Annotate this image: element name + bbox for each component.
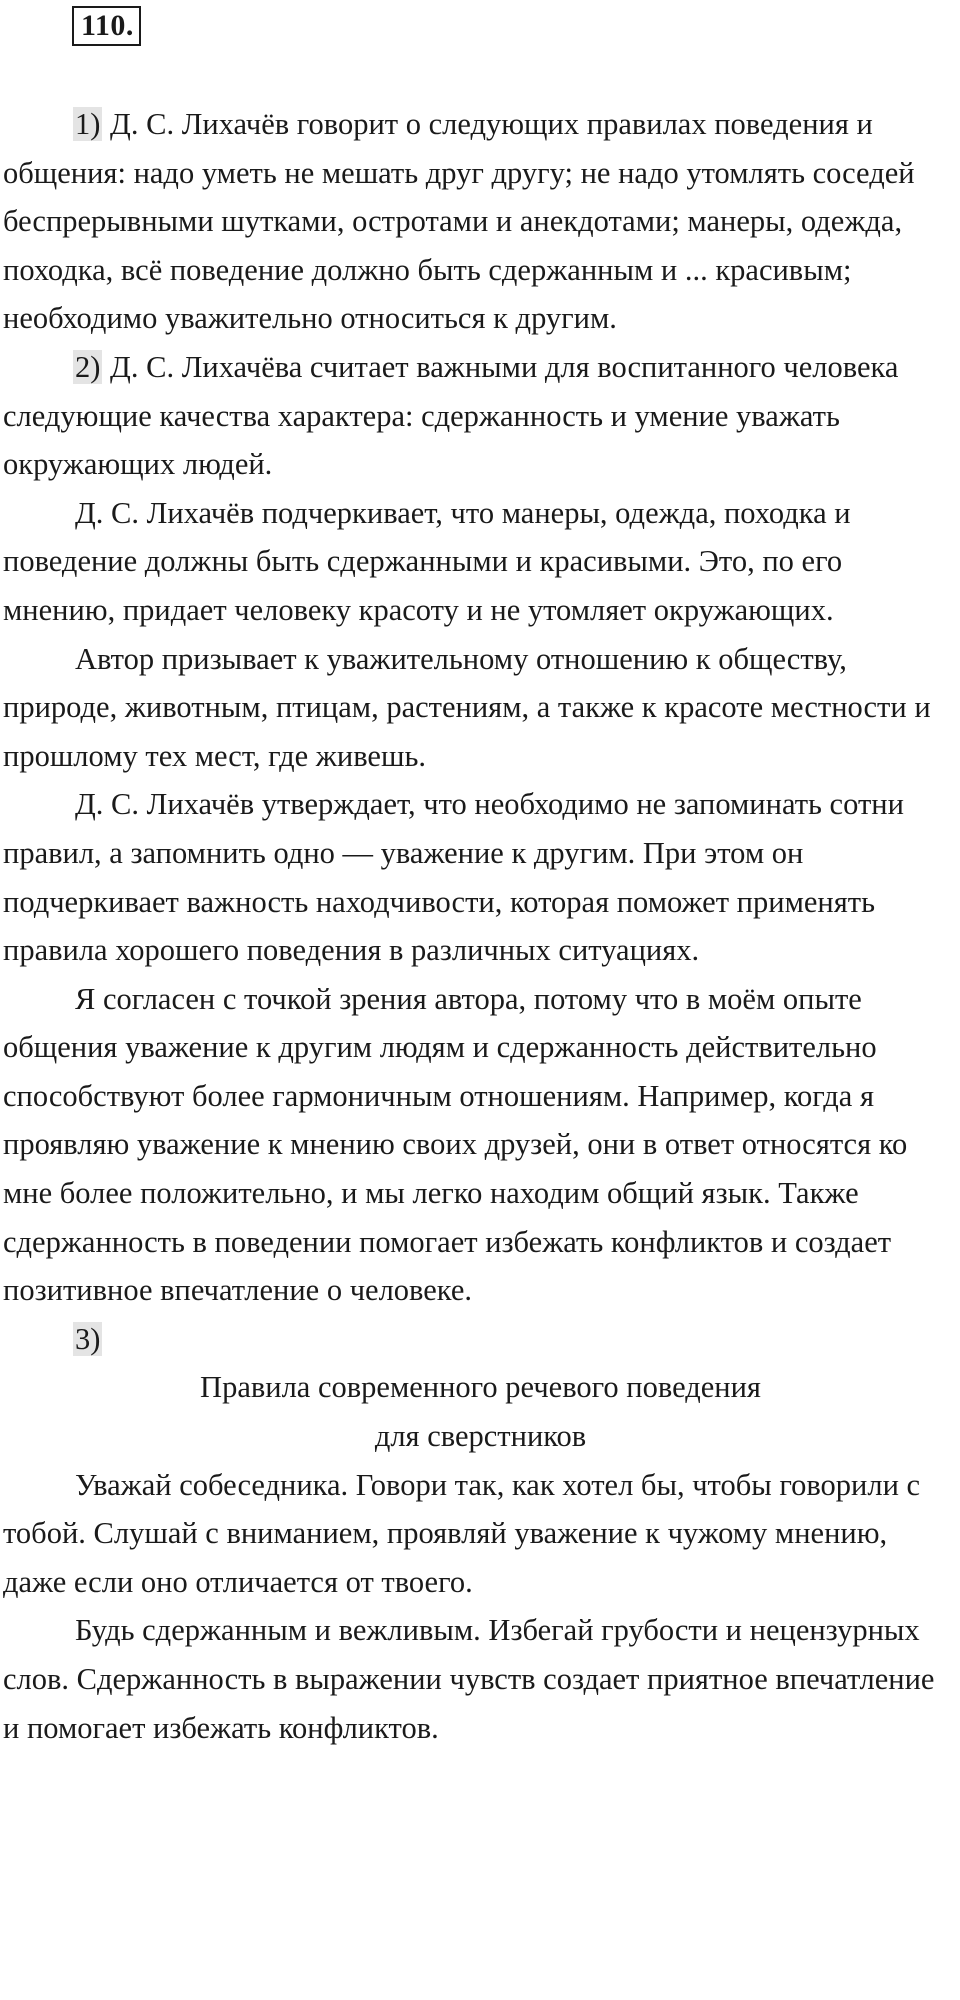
answer-marker-3: 3) bbox=[75, 1321, 101, 1356]
answer-text bbox=[3, 100, 958, 1752]
answer-marker-1: 1) bbox=[75, 107, 101, 141]
paragraph-5: Д. С. Лихачёв утверждает, что необходимо не запоминать сотни правил, а запомнить одно — уважение к другим. При этом он подчеркивает важность находчивости, которая поможет применять правила хорошего поведения в различных ситуациях. bbox=[3, 787, 904, 968]
paragraph-4: Автор призывает к уважительному отношению к обществу, природе, животным, птицам, растениям, а также к красоте местности и прошлому тех мест, где живешь. bbox=[3, 641, 931, 773]
paragraph-1-text: Д. С. Лихачёв говорит о следующих правилах поведения и общения: надо уметь не мешать друг другу; не надо утомлять соседей беспрерывными шутками, остротами и анекдотами; манеры, одежда, походка, всё поведение должно быть сдержанным и ... красивым; необходимо уважительно относиться к другим. bbox=[3, 107, 915, 336]
rules-heading-line-1: Правила современного речевого поведения bbox=[200, 1370, 761, 1405]
paragraph-2 bbox=[3, 343, 958, 489]
paragraph-2-text: Д. С. Лихачёва считает важными для воспитанного человека следующие качества характера: сдержанность и умение уважать окружающих людей. bbox=[3, 349, 899, 482]
paragraph-3: Д. С. Лихачёв подчеркивает, что манеры, одежда, походка и поведение должны быть сдержанными и красивыми. Это, по его мнению, придает человеку красоту и не утомляет окружающих. bbox=[3, 495, 851, 627]
paragraph-6: Я согласен с точкой зрения автора, потому что в моём опыте общения уважение к другим людям и сдержанность действительно способствуют более гармоничным отношениям. Например, когда я проявляю уважение к мнению своих друзей, они в ответ относятся ко мне более положительно, и мы легко находим общий язык. Также сдержанность в поведении помогает избежать конфликтов и создает позитивное впечатление о человеке. bbox=[3, 981, 908, 1308]
task-number-box: 110. bbox=[72, 6, 141, 46]
rules-heading-line-2: для сверстников bbox=[374, 1419, 587, 1454]
paragraph-8: Будь сдержанным и вежливым. Избегай грубости и нецензурных слов. Сдержанность в выражении чувств создает приятное впечатление и помогает избежать конфликтов. bbox=[3, 1613, 935, 1745]
paragraph-1 bbox=[3, 100, 958, 343]
paragraph-marker-3 bbox=[3, 1315, 958, 1364]
answer-marker-2: 2) bbox=[75, 349, 101, 384]
paragraph-7: Уважай собеседника. Говори так, как хотел бы, чтобы говорили с тобой. Слушай с вниманием, проявляй уважение к чужому мнению, даже если оно отличается от твоего. bbox=[3, 1467, 921, 1599]
